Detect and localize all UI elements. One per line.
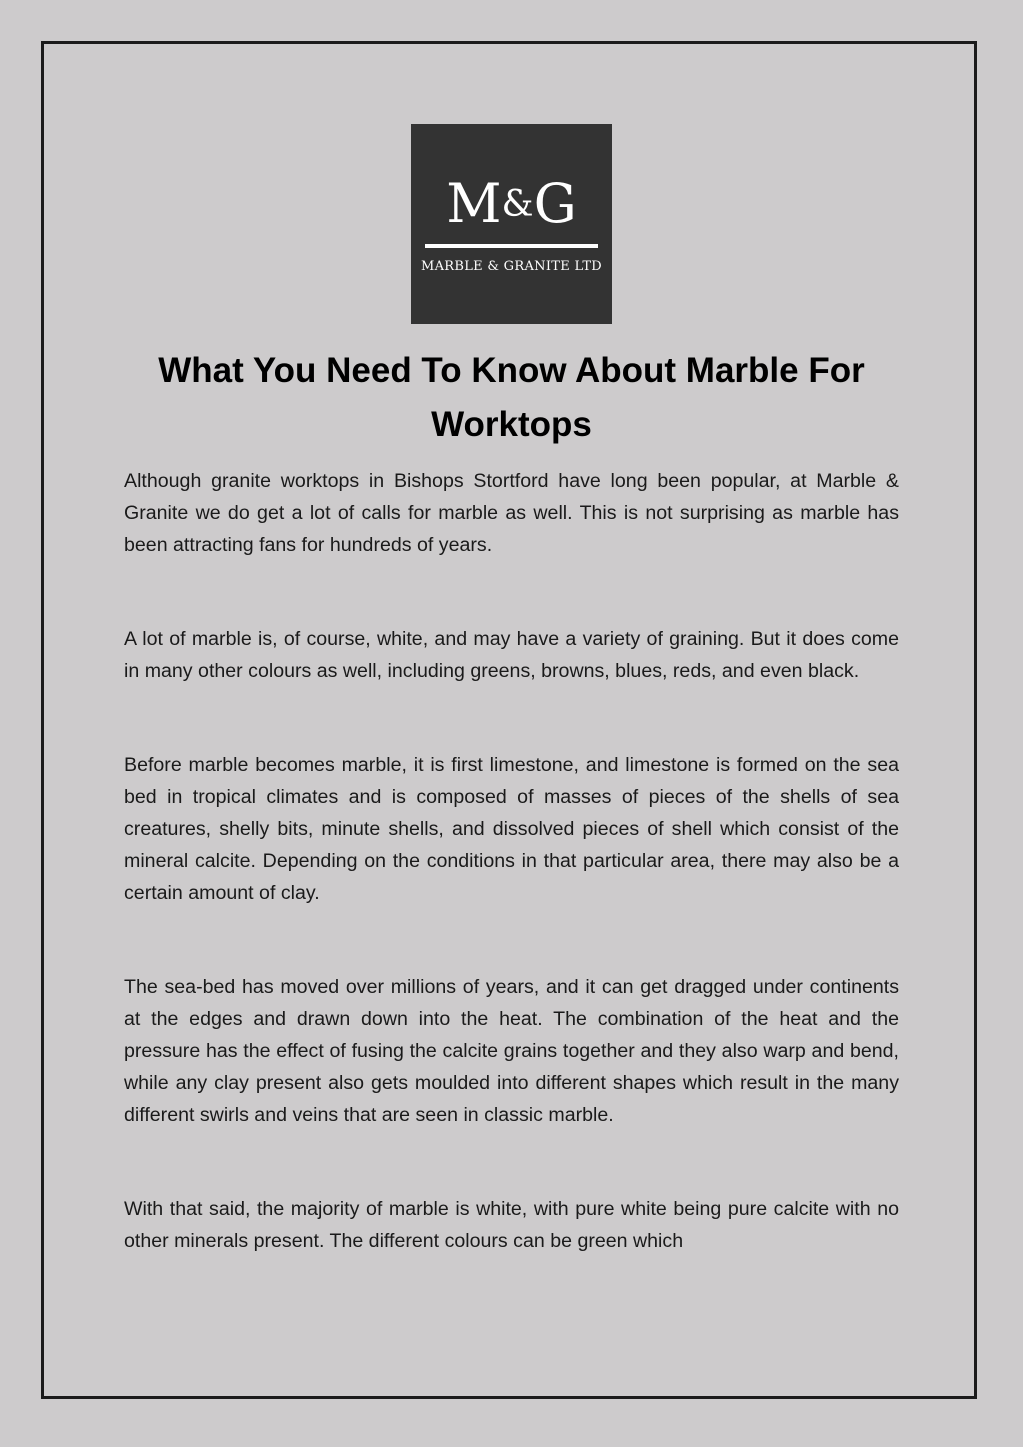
paragraph: With that said, the majority of marble is white, with pure white being pure calcite with no other minerals present. The different colours can be green which [124, 1198, 899, 1252]
company-logo [411, 124, 612, 324]
paragraph: Before marble becomes marble, it is first limestone, and limestone is formed on the sea bed in tropical climates and is composed of masses of pieces of the shells of sea creatures, shelly bits, minute shells, and dissolved pieces of shell which consist of the mineral calcite. Depending on the conditions in that particular area, there may also be a certain amount of clay. [124, 754, 899, 904]
paragraph: A lot of marble is, of course, white, and may have a variety of graining. But it does come in many other colours as well, including greens, browns, blues, reds, and even black. [124, 628, 899, 682]
paragraph: The sea-bed has moved over millions of years, and it can get dragged under continents at the edges and drawn down into the heat. The combination of the heat and the pressure has the effect of fusing the calcite grains together and they also warp and bend, while any clay present also gets moulded into different shapes which result in the many different swirls and veins that are seen in classic marble. [124, 976, 899, 1126]
paragraph: Although granite worktops in Bishops Stortford have long been popular, at Marble & Granite we do get a lot of calls for marble as well. This is not surprising as marble has been attracting fans for hundreds of years. [124, 470, 899, 556]
logo-divider [425, 244, 598, 248]
logo-subtitle: MARBLE & GRANITE LTD [420, 259, 603, 274]
article-body [124, 465, 899, 1319]
article-title: What You Need To Know About Marble For Worktops [158, 351, 865, 444]
logo-monogram: M&G [446, 172, 577, 235]
